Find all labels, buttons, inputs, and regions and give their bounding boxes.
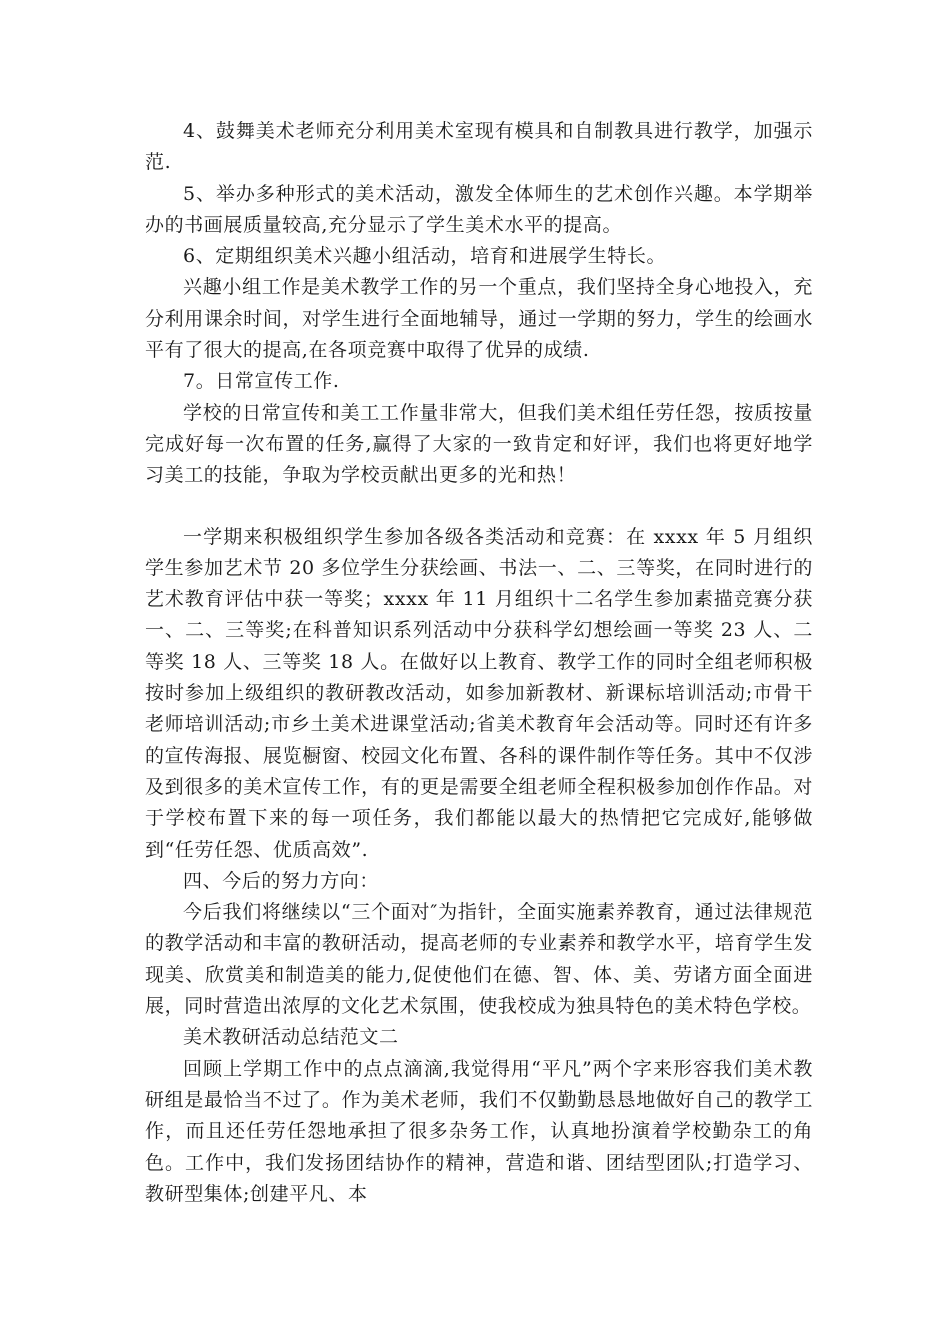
paragraph-activities-competitions: 一学期来积极组织学生参加各级各类活动和竞赛：在 xxxx 年 5 月组织学生参加艺术节 20 多位学生分获绘画、书法一、二、三等奖，在同时进行的艺术教育评估中获一等奖；xxxx 年 11 月组织十二名学生参加素描竞赛分获一、二、三等奖;在科普知识系列活动中分获科学幻想绘画一等奖 23 人、二等奖 18 人、三等奖 18 人。在做好以上教育、教学工作的同时全组老师积极按时参加上级组织的教研教改活动，如参加新教材、新课标培训活动;市骨干老师培训活动;市乡土美术进课堂活动;省美术教育年会活动等。同时还有许多的宣传海报、展览橱窗、校园文化布置、各科的课件制作等任务。其中不仅涉及到很多的美术宣传工作，有的更是需要全组老师全程积极参加创作作品。对于学校布置下来的每一项任务，我们都能以最大的热情把它完成好,能够做到“任劳任怨、优质高效”.	[145, 525, 813, 861]
section-title-sample-two: 美术教研活动总结范文二	[183, 1026, 399, 1049]
paragraph-item-4: 4、鼓舞美术老师充分利用美术室现有模具和自制教具进行教学，加强示范.	[145, 120, 813, 174]
paragraph-item-6: 6、定期组织美术兴趣小组活动，培育和进展学生特长。	[183, 245, 667, 268]
paragraph-publicity-work: 学校的日常宣传和美工工作量非常大，但我们美术组任劳任怨，按质按量完成好每一次布置的任务,赢得了大家的一致肯定和好评，我们也将更好地学习美工的技能，争取为学校贡献出更多的光和热！	[145, 401, 813, 487]
paragraph-review: 回顾上学期工作中的点点滴滴,我觉得用“平凡”两个字来形容我们美术教研组是最恰当不过了。作为美术老师，我们不仅勤勤恳恳地做好自己的教学工作，而且还任劳任怨地承担了很多杂务工作，认真地扮演着学校勤杂工的角色。工作中，我们发扬团结协作的精神，营造和谐、团结型团队;打造学习、教研型集体;创建平凡、本	[145, 1057, 813, 1205]
document-body	[145, 116, 813, 1210]
paragraph-interest-group: 兴趣小组工作是美术教学工作的另一个重点，我们坚持全身心地投入，充分利用课余时间，对学生进行全面地辅导，通过一学期的努力，学生的绘画水平有了很大的提高,在各项竞赛中取得了优异的成绩.	[145, 276, 813, 362]
paragraph-future-plan: 今后我们将继续以“三个面对″为指针，全面实施素养教育，通过法律规范的教学活动和丰富的教研活动，提高老师的专业素养和教学水平，培育学生发现美、欣赏美和制造美的能力,促使他们在德、智、体、美、劳诸方面全面进展，同时营造出浓厚的文化艺术氛围，使我校成为独具特色的美术特色学校。	[145, 901, 813, 1018]
paragraph-item-7: 7。日常宣传工作.	[183, 370, 340, 393]
paragraph-item-5: 5、举办多种形式的美术活动，激发全体师生的艺术创作兴趣。本学期举办的书画展质量较高,充分显示了学生美术水平的提高。	[145, 182, 813, 236]
section-heading-future-direction: 四、今后的努力方向：	[183, 869, 380, 892]
paragraph-gap	[145, 492, 813, 522]
